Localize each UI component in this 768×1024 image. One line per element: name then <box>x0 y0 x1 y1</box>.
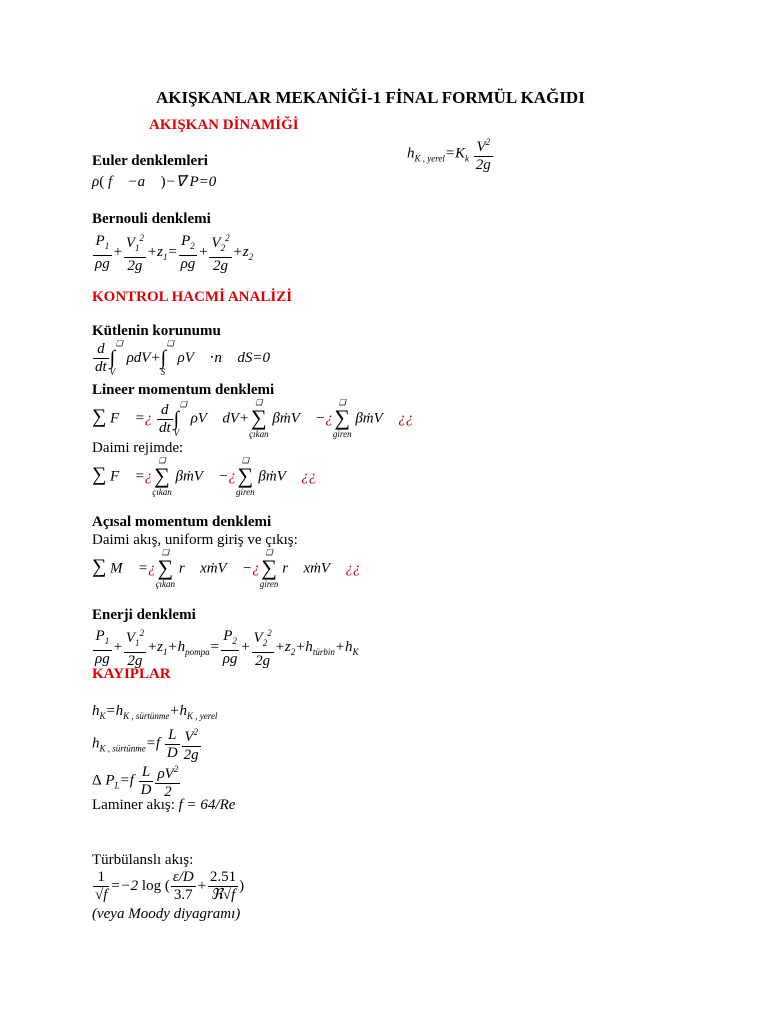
bernoulli-equation: $\frac{P_1}{\rho g}$ + $\frac{V_1^2}{2g}$ $+z_1=$ $\frac{P_2}{\rho g}$ + $\frac{V_2^2}{2g}$ $+z_2$ <box>92 230 253 275</box>
laminar-line <box>92 797 235 814</box>
angular-momentum-heading: Açısal momentum denklemi <box>92 514 272 530</box>
laminar-equation: f = 64/Re <box>178 797 236 813</box>
colebrook-equation: $\frac{1}{√f}$ =−2 log ( $\frac{\varepsilon/D}{3.7}$ + $\frac{2.51}{\text{ℜ√f}}$ ) <box>95 869 245 903</box>
turbulent-heading: Türbülanslı akış: <box>92 852 194 868</box>
total-loss-equation: $h_K=h_{K , sürtünme}+h_{K , yerel}$ <box>92 703 218 721</box>
steady-equation: ∑ F⃗ =¿ ❑ ∑ çıkan βṁV⃗ −¿ ❑ ∑ giren βṁV⃗ ¿¿ <box>92 456 317 497</box>
section-dynamics-heading: AKIŞKAN DİNAMİĞİ <box>149 117 299 133</box>
linear-momentum-heading: Lineer momentum denklemi <box>92 382 275 398</box>
subscript-cikan: çıkan <box>249 429 269 439</box>
pressure-drop-equation: Δ $P_L=f$ $\frac{L}{D}$ $\frac{\rho V^2}{2}$ <box>92 761 181 801</box>
page-title: AKIŞKANLAR MEKANİĞİ-1 FİNAL FORMÜL KAĞIDI <box>156 88 585 107</box>
linear-momentum-equation: ∑ F⃗ =¿ $\frac{d}{dt}$ ❑ ∫ V ρV⃗ dV+ ❑ ∑ çıkan βṁV⃗ −¿ ❑ ∑ giren βṁV⃗ ¿¿ <box>92 398 414 439</box>
mass-equation: $\frac{d}{dt}$ ❑ ∫ V ρdV+ ❑ ∫ S ρV⃗ ⋅n⃗ dS=0 <box>95 339 270 377</box>
angular-momentum-equation: ∑ M⃗ =¿ ❑ ∑ çıkan r⃗ xṁV⃗ −¿ ❑ ∑ giren r⃗ xṁV⃗ ¿¿ <box>92 548 361 589</box>
subscript-pompa: pompa <box>185 646 210 657</box>
energy-heading: Enerji denklemi <box>92 607 196 623</box>
subscript-turbin: türbin <box>312 646 335 657</box>
bernoulli-heading: Bernouli denklemi <box>92 211 211 227</box>
section-control-volume-heading: KONTROL HACMİ ANALİZİ <box>92 289 293 305</box>
euler-heading: Euler denklemleri <box>92 153 208 169</box>
subscript-giren: giren <box>332 429 352 439</box>
subscript-cikan: çıkan <box>152 487 172 497</box>
subscript-surtunme: K , sürtünme <box>123 711 170 721</box>
angular-subheading: Daimi akış, uniform giriş ve çıkış: <box>92 532 298 548</box>
subscript-yerel: K , yerel <box>187 711 218 721</box>
subscript-yerel: K , yerel <box>414 153 445 164</box>
subscript-giren: giren <box>259 579 279 589</box>
section-losses-heading: KAYIPLAR <box>92 666 171 682</box>
mass-heading: Kütlenin korunumu <box>92 323 221 339</box>
local-loss-formula: $h_{K , yerel}=K_k$ $\frac{V^2}{2g}$ <box>407 134 494 174</box>
steady-heading: Daimi rejimde: <box>92 440 184 456</box>
laminar-heading: Laminer akış: <box>92 797 175 813</box>
euler-equation: ρ( f⃗ −a⃗ )−∇⃗ P=0 <box>92 174 217 190</box>
subscript-giren: giren <box>235 487 255 497</box>
subscript-surtunme: K , sürtünme <box>99 743 146 754</box>
moody-note: (veya Moody diyagramı) <box>92 906 241 922</box>
energy-equation: $\frac{P_1}{\rho g}$ + $\frac{V_1^2}{2g}$ $+z_1+h_{pompa}=$ $\frac{P_2}{\rho g}$ + $\frac{V_2^2}{2g}$ $+z_2+h_{türbin}+h_K$ <box>92 625 358 670</box>
subscript-cikan: çıkan <box>155 579 176 589</box>
friction-loss-equation: $h_{K , sürtünme}=f$ $\frac{L}{D}$ $\frac{V^2}{2g}$ <box>92 724 202 764</box>
